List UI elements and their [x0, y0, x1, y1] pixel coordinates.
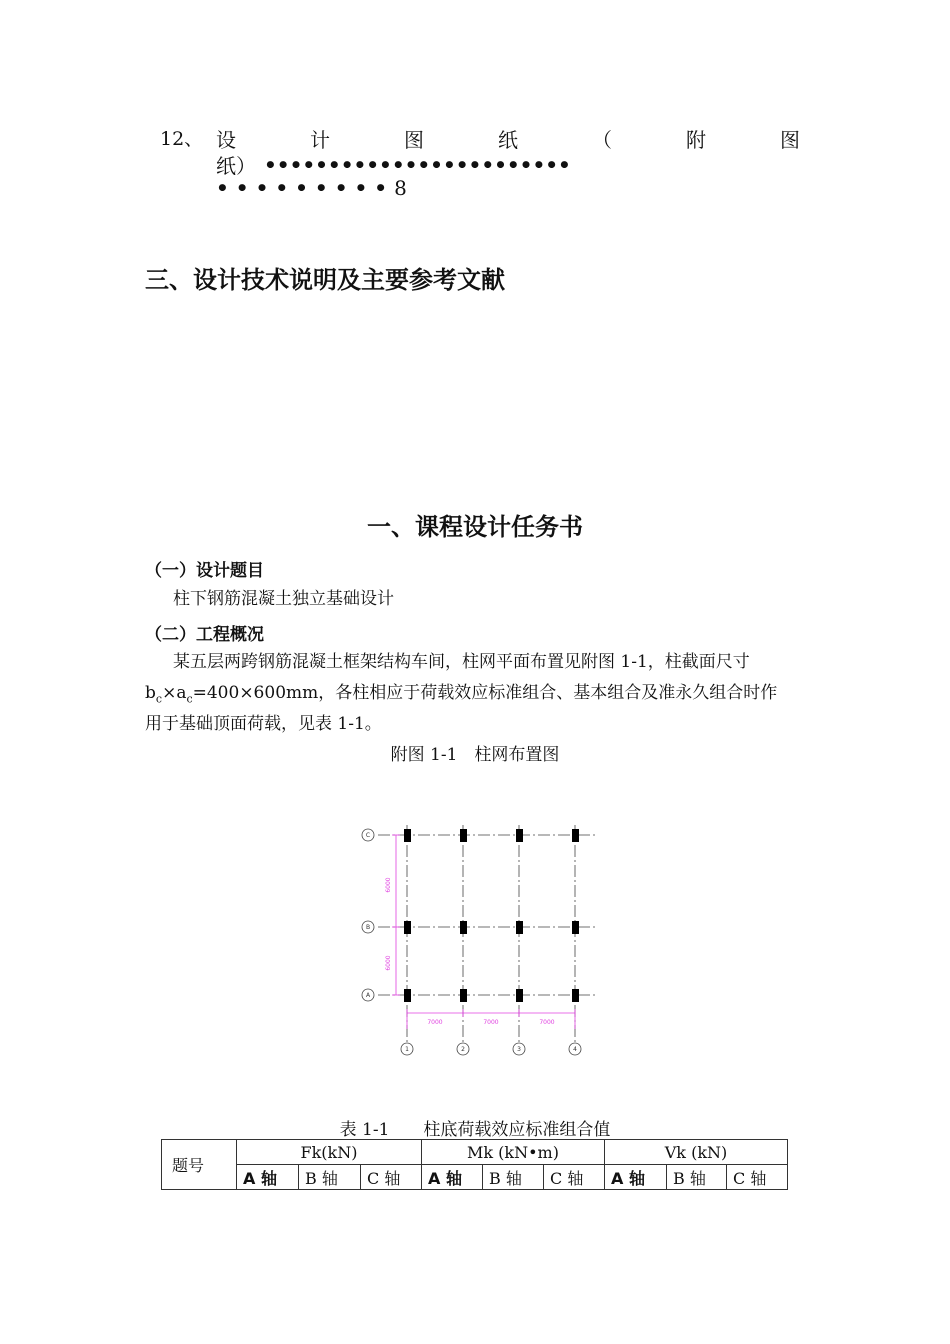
table-axis-header: B 轴 — [299, 1165, 361, 1190]
toc-char: 设 — [216, 128, 236, 152]
toc-leader-dots: •••••••••••••••••••••••• — [264, 152, 571, 177]
column — [516, 921, 523, 934]
column — [572, 829, 579, 842]
overview-paragraph-line3: 用于基础顶面荷载，见表 1-1。 — [145, 714, 382, 734]
column — [404, 921, 411, 934]
table-axis-header: C 轴 — [544, 1165, 605, 1190]
table-group-header: Mk (kN•m) — [422, 1140, 605, 1165]
axis-label-col: 2 — [461, 1046, 465, 1053]
dimension-label: 7000 — [427, 1019, 443, 1026]
column — [516, 829, 523, 842]
column — [460, 989, 467, 1002]
dimension-label: 7000 — [483, 1019, 499, 1026]
toc-char: 计 — [310, 128, 330, 152]
section-heading: 三、设计技术说明及主要参考文献 — [145, 266, 505, 294]
table-group-header: Vk (kN) — [605, 1140, 788, 1165]
column — [460, 829, 467, 842]
symbol-a: a — [176, 683, 187, 703]
axis-label-col: 1 — [405, 1046, 409, 1053]
load-table — [161, 1139, 788, 1190]
toc-item-title-line3 — [216, 176, 407, 200]
toc-char: （ — [592, 128, 612, 152]
table-axis-header: C 轴 — [727, 1165, 788, 1190]
times-sign: × — [162, 683, 177, 703]
column-grid-plan — [350, 815, 610, 1065]
toc-item-title-line1 — [216, 124, 800, 153]
table-axis-header: C 轴 — [361, 1165, 422, 1190]
subscript-c: c — [155, 692, 163, 706]
dimension-label: 6000 — [385, 955, 392, 971]
symbol-b: b — [145, 683, 156, 703]
axis-label-row: C — [365, 832, 371, 839]
axis-label-col: 4 — [573, 1046, 577, 1053]
subscript-c: c — [186, 692, 193, 706]
column — [404, 989, 411, 1002]
subheading-design-topic: （一）设计题目 — [145, 561, 264, 581]
column — [572, 921, 579, 934]
table-group-header: Fk(kN) — [237, 1140, 422, 1165]
table-axis-header: A 轴 — [237, 1165, 299, 1190]
dimension-label: 6000 — [385, 877, 392, 893]
subheading-project-overview: （二）工程概况 — [145, 625, 264, 645]
figure-caption: 附图 1-1 柱网布置图 — [390, 745, 560, 765]
chapter-title: 一、课程设计任务书 — [367, 513, 583, 541]
table-axis-header: A 轴 — [422, 1165, 483, 1190]
table-axis-header: A 轴 — [605, 1165, 667, 1190]
toc-char: 图 — [404, 128, 424, 152]
table-axis-header: B 轴 — [667, 1165, 727, 1190]
column — [572, 989, 579, 1002]
toc-char: 纸 — [498, 128, 518, 152]
overview-text: =400×600mm，各柱相应于荷载效应标准组合、基本组合及准永久组合时作 — [192, 683, 778, 703]
axis-label-col: 3 — [517, 1046, 521, 1053]
table-header-id: 题号 — [162, 1140, 237, 1190]
toc-text: 纸） — [216, 154, 256, 178]
toc-leader-dots: ••••••••• — [216, 176, 395, 200]
toc-char: 附 — [686, 128, 706, 152]
dimension-label: 7000 — [539, 1019, 555, 1026]
axis-label-row: A — [365, 992, 371, 999]
toc-item-title-line2 — [216, 150, 806, 179]
toc-item-number: 12、 — [160, 128, 204, 150]
design-topic-text: 柱下钢筋混凝土独立基础设计 — [173, 589, 394, 609]
column — [516, 989, 523, 1002]
toc-char: 图 — [780, 128, 800, 152]
column — [460, 921, 467, 934]
toc-page-number: 8 — [394, 176, 407, 200]
axis-label-row: B — [365, 924, 371, 931]
table-caption: 表 1-1 柱底荷载效应标准组合值 — [339, 1120, 611, 1140]
column — [404, 829, 411, 842]
table-axis-header: B 轴 — [483, 1165, 544, 1190]
overview-paragraph-line1: 某五层两跨钢筋混凝土框架结构车间，柱网平面布置见附图 1-1，柱截面尺寸 — [173, 652, 750, 672]
